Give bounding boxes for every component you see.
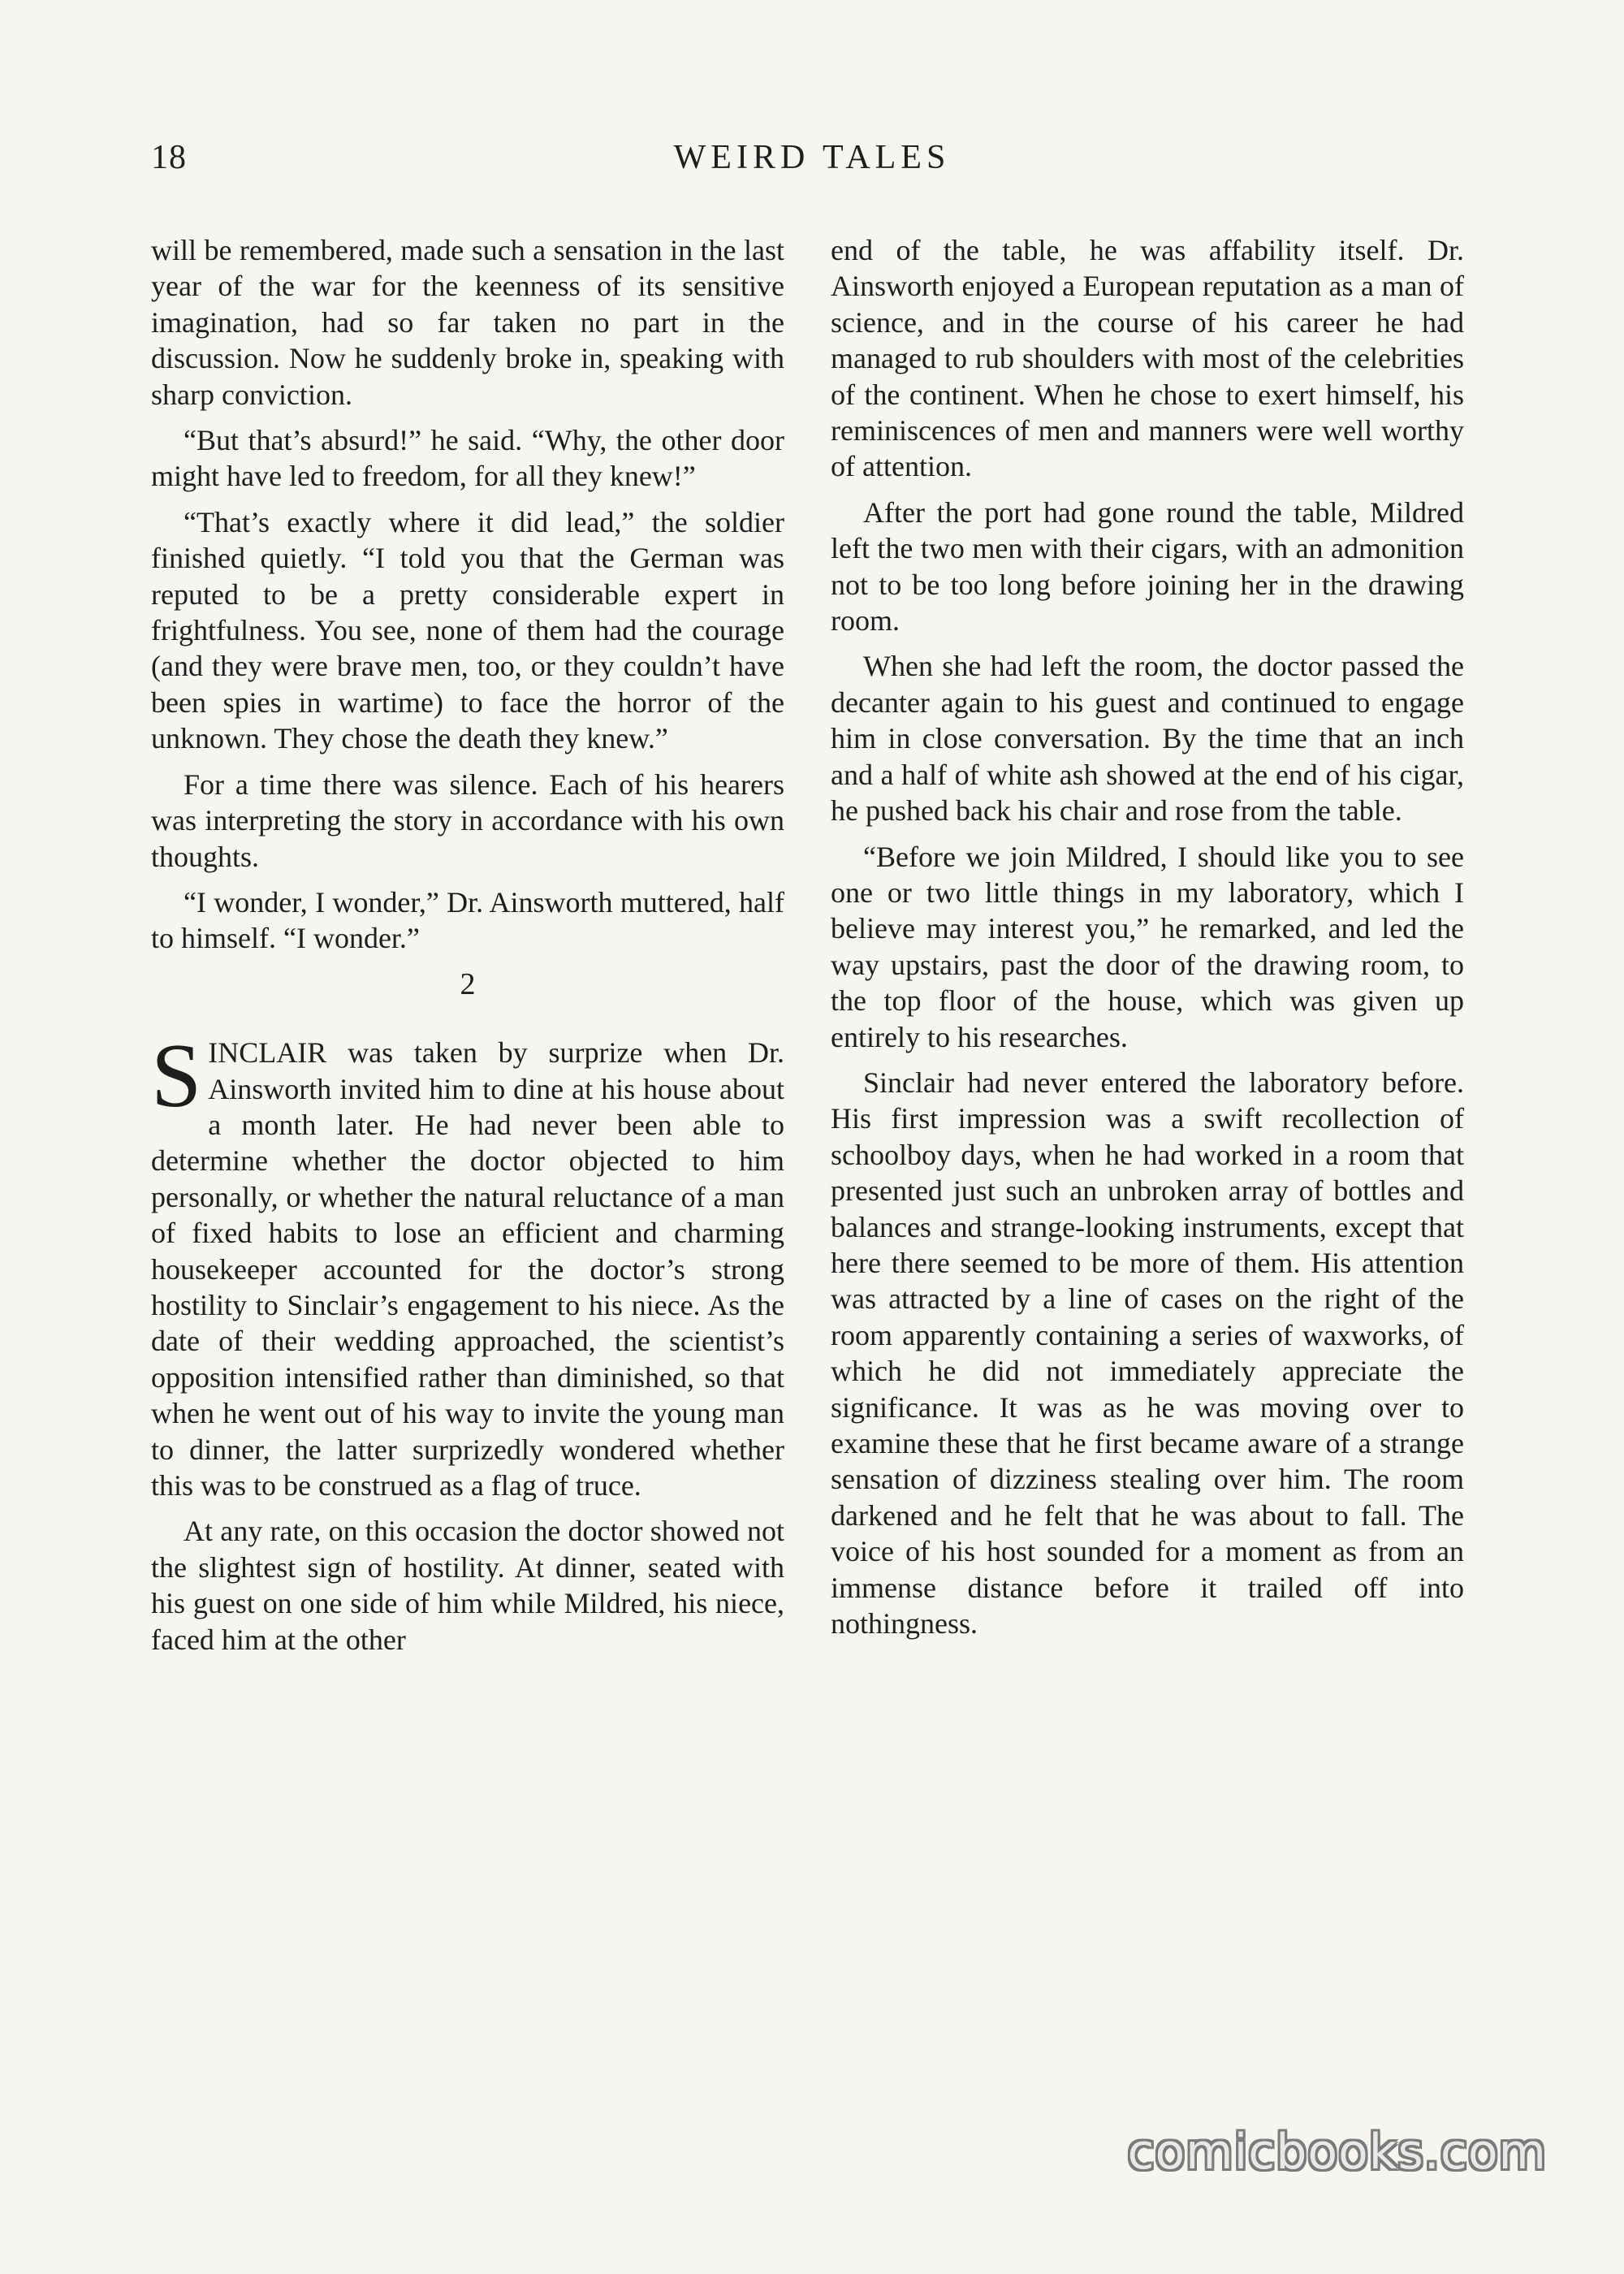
paragraph: At any rate, on this occasion the doctor showed not the slightest sign of hostility. At dinner, seated with his guest on one side of him while Mildred, his niece, faced him at the other xyxy=(151,1515,784,1656)
running-title: WEIRD TALES xyxy=(673,139,951,176)
left-column xyxy=(151,232,784,1667)
paragraph: For a time there was silence. Each of his hearers was interpreting the story in accordance with his own thoughts. xyxy=(151,767,784,873)
paragraph: “I wonder, I wonder,” Dr. Ainsworth muttered, half to himself. “I wonder.” xyxy=(151,885,784,955)
paragraph: “That’s exactly where it did lead,” the soldier finished quietly. “I told you that the German was reputed to be a pretty considerable expert in frightfulness. You see, none of them had the courage (and they were brave men, too, or they couldn’t have been spies in wartime) to face the horror of the unknown. They chose the death they knew.” xyxy=(151,505,784,755)
paragraph: When she had left the room, the doctor passed the decanter again to his guest and continued to engage him in close conversation. By the time that an inch and a half of white ash showed at the end of his cigar, he pushed back his chair and rose from the table. xyxy=(831,650,1464,828)
right-column xyxy=(831,232,1464,1651)
drop-cap: S xyxy=(151,1026,202,1127)
paragraph: “Before we join Mildred, I should like you to see one or two little things in my laboratory, which I believe may interest you,” he remarked, and led the way upstairs, past the door of the drawing room, to the top floor of the house, which was given up entirely to his researches. xyxy=(831,840,1464,1053)
page-header xyxy=(151,138,1473,187)
page-number: 18 xyxy=(151,139,187,176)
paragraph: Sinclair had never entered the laboratory before. His first impression was a swift recollection of schoolboy days, when he had worked in a room that presented just such an unbroken array of bottles and balances and strange-looking instruments, except that here there seemed to be more of them. His attention was attracted by a line of cases on the right of the room apparently containing a series of waxworks, of which he did not immediately appreciate the significance. It was as he was moving over to examine these that he first became aware of a strange sensation of dizziness stealing over him. The room darkened and he felt that he was about to fall. The voice of his host sounded for a moment as from an immense distance before it trailed off into nothingness. xyxy=(831,1066,1464,1641)
paragraph: end of the table, he was affability itself. Dr. Ainsworth enjoyed a European reputation as a man of science, and in the course of his career he had managed to rub shoulders with most of the celebrities of the continent. When he chose to exert himself, his reminiscences of men and manners were well worthy of attention. xyxy=(831,234,1464,483)
section-number: 2 xyxy=(460,966,476,1001)
paragraph-with-dropcap xyxy=(151,1026,784,1503)
paragraph-text: INCLAIR was taken by surprize when Dr. Ainsworth invited him to dine at his house about a month later. He had never been able to determine whether the doctor objected to him personally, or whether the natural reluctance of a man of fixed habits to lose an efficient and charming housekeeper accounted for the doctor’s strong hostility to Sinclair’s engagement to his niece. As the date of their wedding approached, the scientist’s opposition intensified rather than diminished, so that when he went out of his way to invite the young man to dinner, the latter surprizedly wondered whether this was to be construed as a flag of truce. xyxy=(151,1036,784,1502)
paragraph: After the port had gone round the table, Mildred left the two men with their cigars, with an admonition not to be too long before joining her in the drawing room. xyxy=(831,495,1464,638)
paragraph: will be remembered, made such a sensation in the last year of the war for the keenness of its sensitive imagination, had so far taken no part in the discussion. Now he suddenly broke in, speaking with sharp conviction. xyxy=(151,234,784,411)
paragraph: “But that’s absurd!” he said. “Why, the other door might have led to freedom, for all they knew!” xyxy=(151,424,784,493)
site-watermark: comicbooks.com xyxy=(1127,2124,1547,2181)
